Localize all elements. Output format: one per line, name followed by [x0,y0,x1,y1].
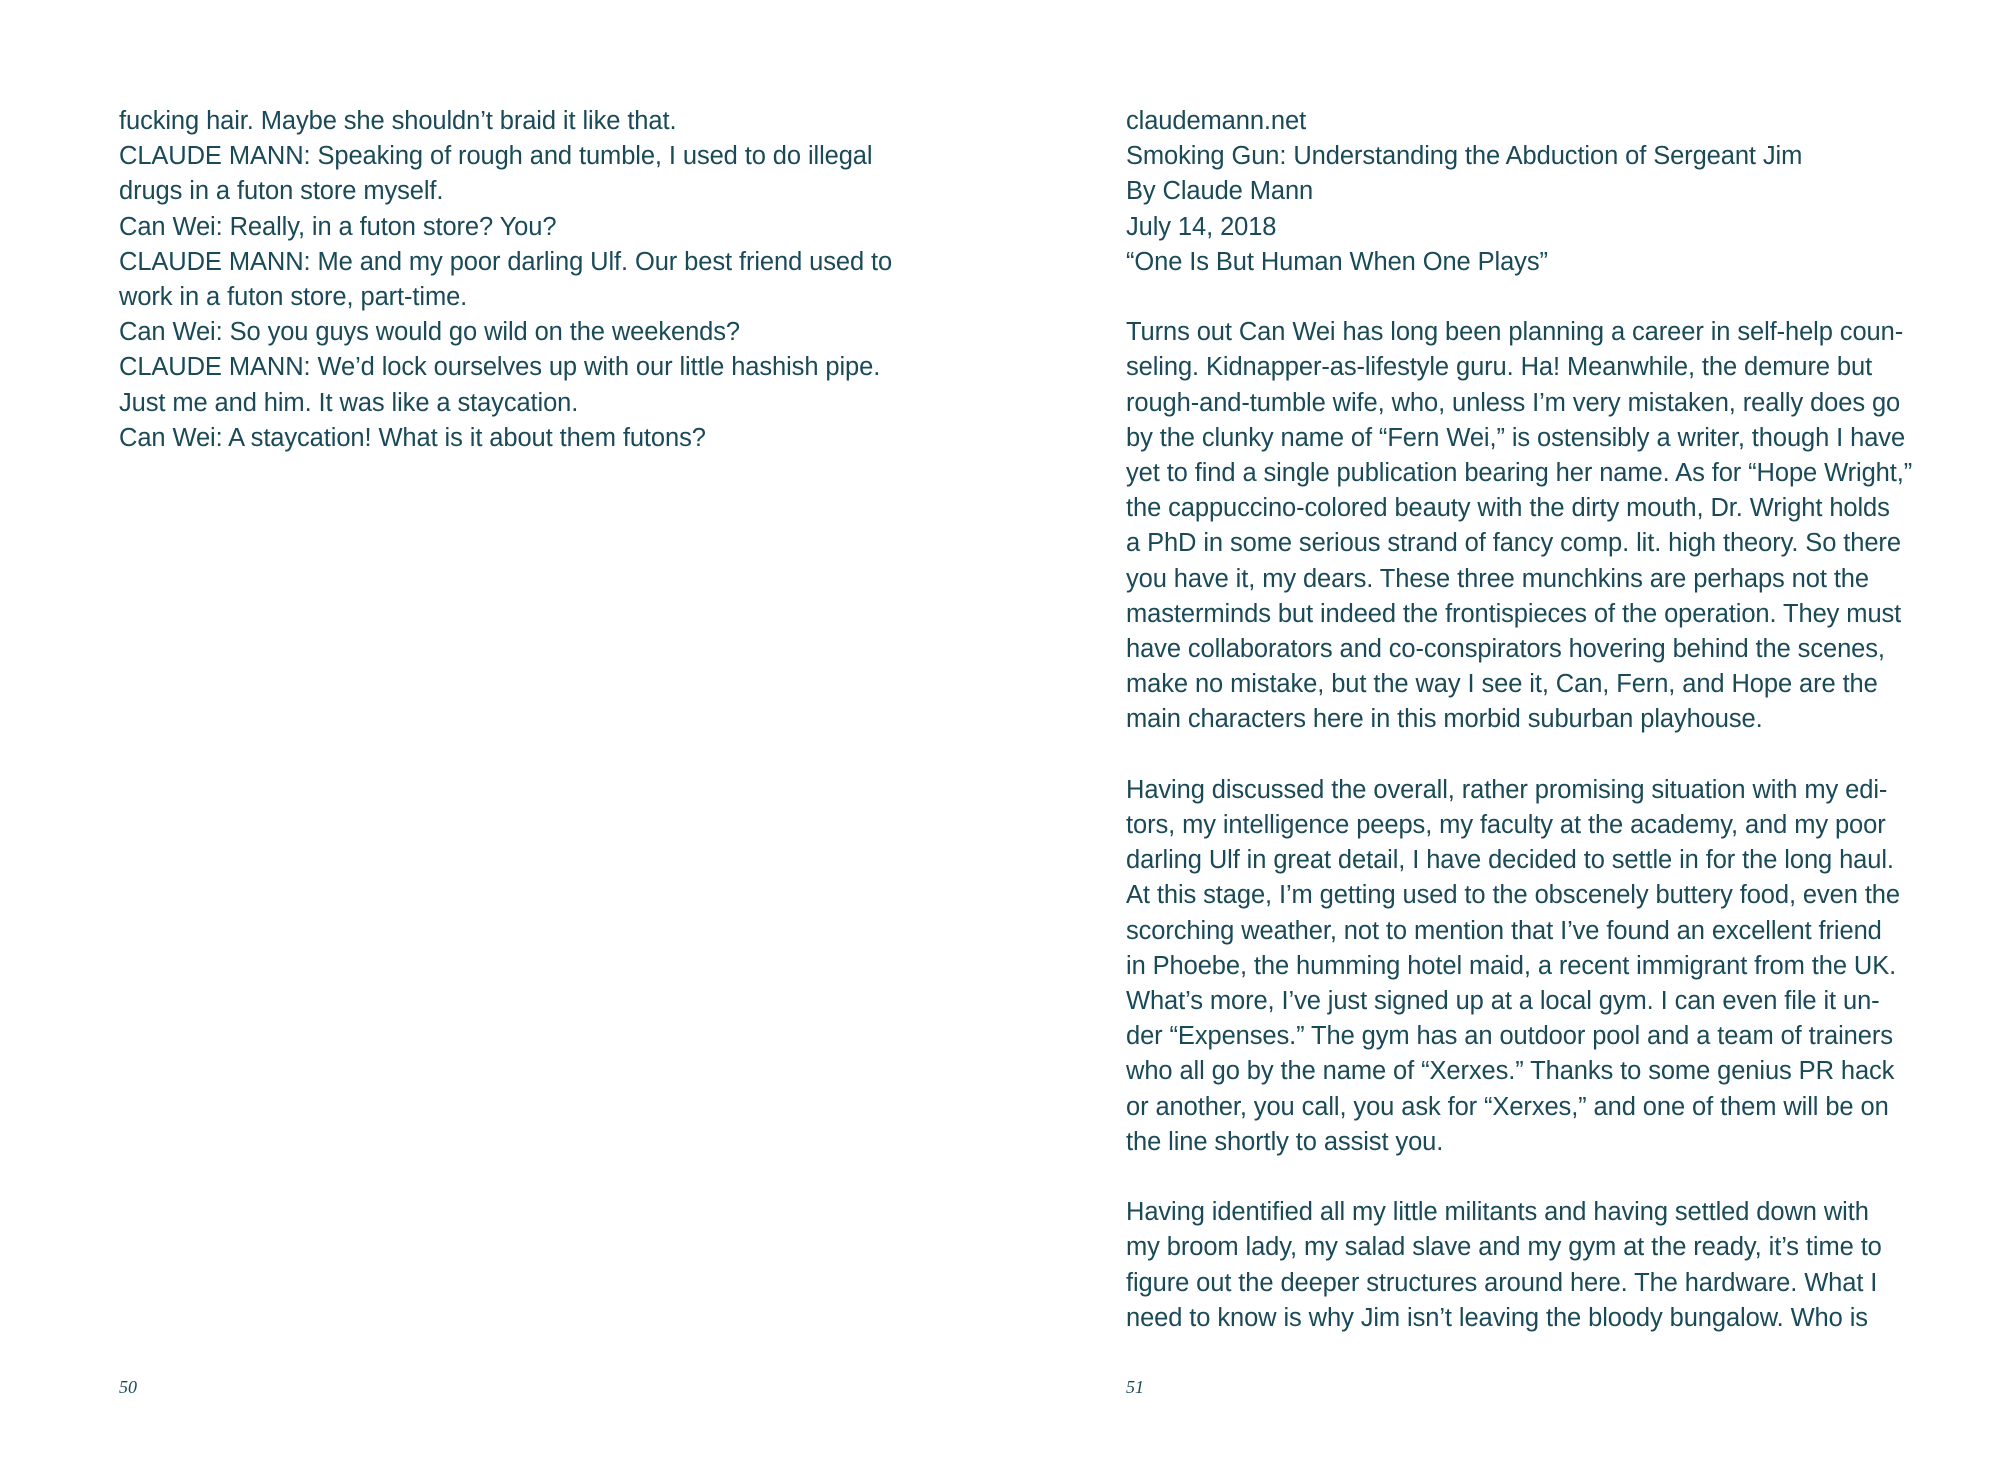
text-line: darling Ulf in great detail, I have decided to settle in for the long haul. [1126,846,1894,875]
article-subtitle: “One Is But Human When One Plays” [1126,247,1548,276]
paragraph-gap [1126,1160,1926,1195]
site-name: claudemann.net [1126,107,1307,135]
byline: By Claude Mann [1126,177,1314,206]
text-line: Having identified all my little militants and having settled down with [1126,1198,1869,1227]
text-line: CLAUDE MANN: We’d lock ourselves up with our little hashish pipe. [119,353,881,382]
text-line: have collaborators and co-conspirators hovering behind the scenes, [1126,635,1885,664]
text-line: Can Wei: Really, in a futon store? You? [119,212,557,241]
paragraph-1 [1126,315,1926,737]
text-line: the cappuccino-colored beauty with the dirty mouth, Dr. Wright holds [1126,494,1890,523]
text-line: make no mistake, but the way I see it, Can, Fern, and Hope are the [1126,670,1878,699]
text-line: At this stage, I’m getting used to the obscenely buttery food, even the [1126,881,1900,910]
right-page [1000,0,2000,1458]
text-line: der “Expenses.” The gym has an outdoor pool and a team of trainers [1126,1022,1893,1051]
text-line: rough-and-tumble wife, who, unless I’m very mistaken, really does go [1126,388,1901,417]
text-line: What’s more, I’ve just signed up at a local gym. I can even file it un- [1126,987,1880,1016]
text-line: Turns out Can Wei has long been planning a career in self-help coun- [1126,318,1904,347]
text-line: Can Wei: A staycation! What is it about them futons? [119,423,706,452]
text-line: Can Wei: So you guys would go wild on the weekends? [119,318,740,347]
text-line: Having discussed the overall, rather promising situation with my edi- [1126,775,1888,804]
text-line: Just me and him. It was like a staycation. [119,388,579,417]
text-line: fucking hair. Maybe she shouldn’t braid it like that. [119,107,677,135]
paragraph-2 [1126,773,1926,1160]
text-line: main characters here in this morbid suburban playhouse. [1126,705,1763,734]
text-line: my broom lady, my salad slave and my gym at the ready, it’s time to [1126,1233,1882,1262]
text-line: drugs in a futon store myself. [119,177,444,206]
text-line: by the clunky name of “Fern Wei,” is ostensibly a writer, though I have [1126,423,1906,452]
text-line: tors, my intelligence peeps, my faculty at the academy, and my poor [1126,811,1886,840]
text-line: masterminds but indeed the frontispieces of the operation. They must [1126,599,1902,628]
text-line: yet to find a single publication bearing her name. As for “Hope Wright,” [1126,459,1913,488]
page-number: 51 [1126,1377,1144,1397]
left-page-text [119,104,919,456]
text-line: need to know is why Jim isn’t leaving the bloody bungalow. Who is [1126,1303,1868,1332]
text-line: work in a futon store, part-time. [119,283,468,312]
text-line: scorching weather, not to mention that I’ve found an excellent friend [1126,916,1882,945]
page-number: 50 [119,1377,137,1397]
text-line: figure out the deeper structures around here. The hardware. What I [1126,1268,1878,1297]
text-line: the line shortly to assist you. [1126,1127,1444,1156]
text-line: you have it, my dears. These three munchkins are perhaps not the [1126,564,1869,593]
article-date: July 14, 2018 [1126,212,1277,241]
text-line: seling. Kidnapper-as-lifestyle guru. Ha! Meanwhile, the demure but [1126,353,1873,382]
text-line: who all go by the name of “Xerxes.” Thanks to some genius PR hack [1126,1057,1895,1086]
text-line: a PhD in some serious strand of fancy comp. lit. high theory. So there [1126,529,1901,558]
right-page-text [1126,104,1926,1336]
text-line: in Phoebe, the humming hotel maid, a recent immigrant from the UK. [1126,951,1897,980]
paragraph-gap [1126,280,1926,315]
text-line: CLAUDE MANN: Me and my poor darling Ulf. Our best friend used to [119,247,893,276]
article-title: Smoking Gun: Understanding the Abduction of Sergeant Jim [1126,142,1803,171]
article-header [1126,104,1926,280]
text-line: CLAUDE MANN: Speaking of rough and tumble, I used to do illegal [119,142,873,171]
paragraph-gap [1126,738,1926,773]
text-line: or another, you call, you ask for “Xerxes,” and one of them will be on [1126,1092,1889,1121]
paragraph-3 [1126,1195,1926,1336]
